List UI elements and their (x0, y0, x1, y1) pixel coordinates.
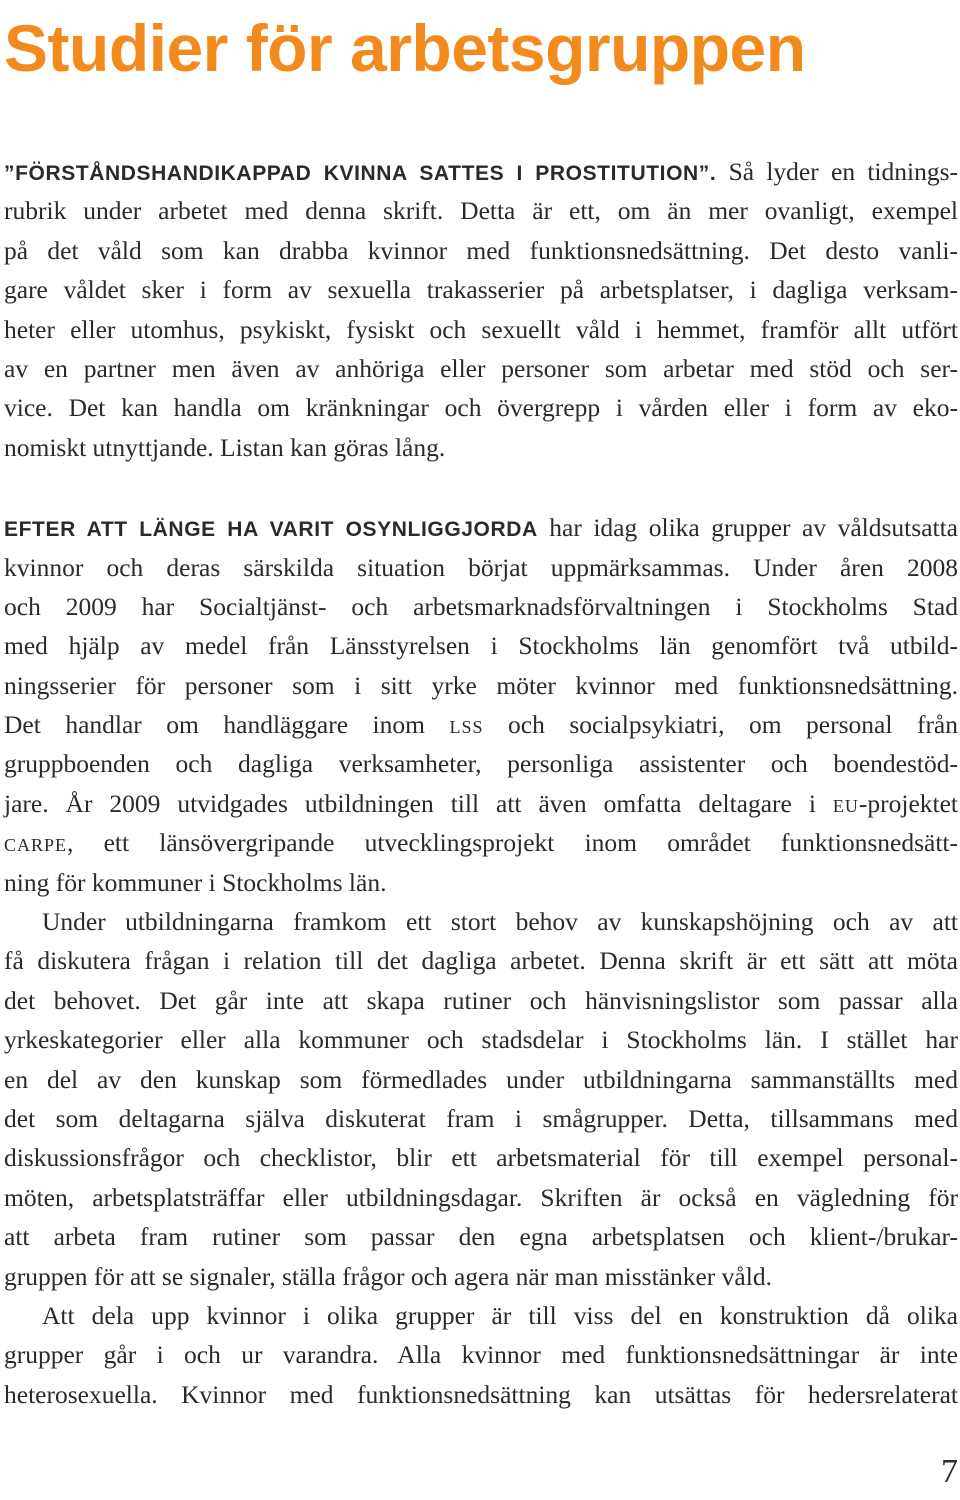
lead-in-phrase: EFTER ATT LÄNGE HA VARIT OSYNLIGGJORDA (4, 518, 538, 542)
page-number: 7 (941, 1453, 958, 1490)
paragraph-background (4, 508, 958, 902)
acronym-lss: lss (449, 710, 484, 740)
text-line: en del av den kunskap som förmedlades under utbildningarna sammanställts med (4, 1064, 958, 1094)
text-line: carpe, ett länsövergripande utvecklingsprojekt inom området funktionsnedsätt- (4, 828, 958, 858)
text-line: att arbeta fram rutiner som passar den egna arbetsplatsen och klient-/brukar- (4, 1222, 958, 1252)
text-line: möten, arbetsplatsträffar eller utbildningsdagar. Skriften är också en vägledning för (4, 1182, 958, 1212)
text-line: heterosexuella. Kvinnor med funktionsnedsättning kan utsättas för hedersrelaterat (4, 1379, 958, 1409)
text-line: jare. År 2009 utvidgades utbildningen till att även omfatta deltagare i eu-projektet (4, 788, 958, 818)
paragraph-groups (4, 1296, 958, 1414)
text-line: EFTER ATT LÄNGE HA VARIT OSYNLIGGJORDA har idag olika grupper av våldsutsatta (4, 513, 958, 543)
text-line: få diskutera frågan i relation till det dagliga arbetet. Denna skrift är ett sätt att möta (4, 946, 958, 976)
text-line: grupper går i och ur varandra. Alla kvinnor med funktionsnedsättningar är inte (4, 1340, 958, 1370)
text-line: gruppboenden och dagliga verksamheter, personliga assistenter och boendestöd- (4, 749, 958, 779)
lead-in-headline: ”FÖRSTÅNDSHANDIKAPPAD KVINNA SATTES I PROSTITUTION”. (4, 162, 717, 185)
text-line: ning för kommuner i Stockholms län. (4, 867, 387, 897)
text-line: det som deltagarna själva diskuterat fram i smågrupper. Detta, tillsammans med (4, 1103, 958, 1133)
text-line: på det våld som kan drabba kvinnor med funktionsnedsättning. Det desto vanli- (4, 235, 958, 265)
text-line: Det handlar om handläggare inom lss och socialpsykiatri, om personal från (4, 710, 959, 740)
text-line: med hjälp av medel från Länsstyrelsen i Stockholms län genomfört två utbild- (4, 631, 958, 661)
acronym-carpe: carpe (4, 828, 68, 858)
text-line: Under utbildningarna framkom ett stort behov av kunskapshöjning och av att (42, 907, 958, 937)
text-line: Att dela upp kvinnor i olika grupper är till viss del en konstruktion då olika (42, 1300, 958, 1330)
text-line: gare våldet sker i form av sexuella trakasserier på arbetsplatser, i dagliga verksam- (4, 275, 958, 305)
acronym-eu: eu (832, 788, 859, 818)
text-line: yrkeskategorier eller alla kommuner och stadsdelar i Stockholms län. I stället har (4, 1025, 958, 1055)
paragraph-intro (4, 152, 958, 467)
text-line: kvinnor och deras särskilda situation börjat uppmärksammas. Under åren 2008 (4, 552, 958, 582)
text-line: av en partner men även av anhöriga eller personer som arbetar med stöd och ser- (4, 353, 958, 383)
text-line: och 2009 har Socialtjänst- och arbetsmarknadsförvaltningen i Stockholms Stad (4, 591, 958, 621)
text-line: vice. Det kan handla om kränkningar och övergrepp i vården eller i form av eko- (4, 393, 958, 423)
text-line: ningsserier för personer som i sitt yrke möter kvinnor med funktionsnedsättning. (4, 670, 958, 700)
paragraph-purpose (4, 902, 958, 1296)
text-line: heter eller utomhus, psykiskt, fysiskt och sexuellt våld i hemmet, framför allt utfört (4, 314, 958, 344)
text-line: det behovet. Det går inte att skapa rutiner och hänvisningslistor som passar alla (4, 985, 958, 1015)
text-line: ”FÖRSTÅNDSHANDIKAPPAD KVINNA SATTES I PROSTITUTION”. Så lyder en tidnings- (4, 157, 958, 186)
body-text (4, 152, 958, 1414)
text-line: nomiskt utnyttjande. Listan kan göras lång. (4, 432, 446, 462)
paragraph-gap (4, 467, 958, 508)
page-title: Studier för arbetsgruppen (4, 11, 806, 85)
text-line: rubrik under arbetet med denna skrift. Detta är ett, om än mer ovanligt, exempel (4, 196, 958, 226)
text-line: gruppen för att se signaler, ställa frågor och agera när man misstänker våld. (4, 1261, 772, 1291)
text-line: diskussionsfrågor och checklistor, blir ett arbetsmaterial för till exempel personal- (4, 1143, 958, 1173)
